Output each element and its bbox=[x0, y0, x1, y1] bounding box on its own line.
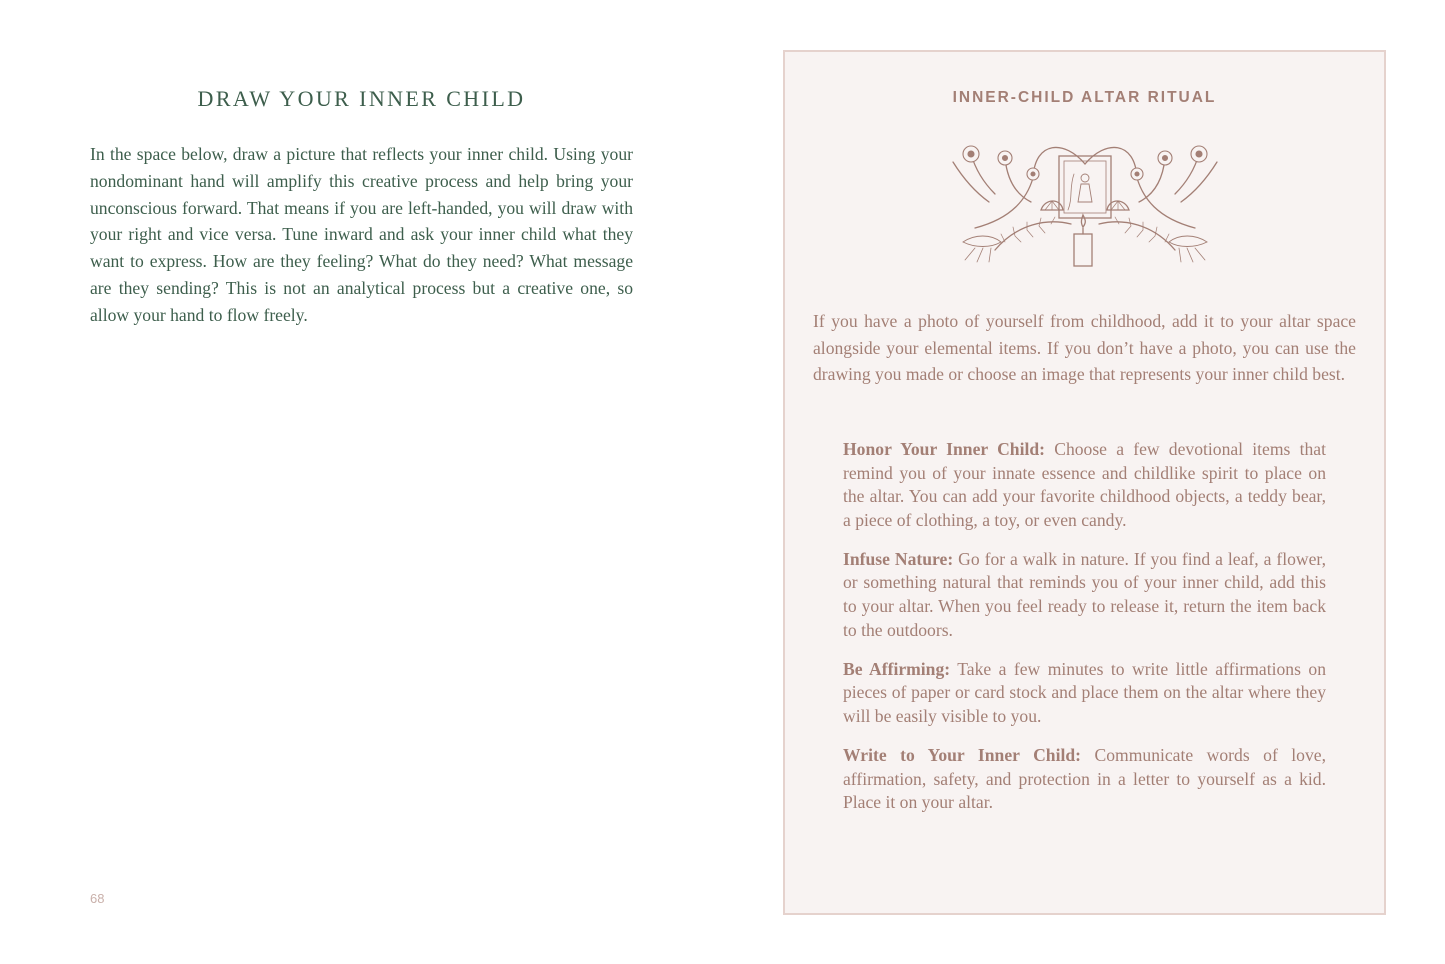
tip-honor-inner-child bbox=[843, 438, 1326, 532]
tip-write-to-inner-child bbox=[843, 744, 1326, 815]
tip-text: Choose a few devotional items that remind you of your innate essence and childlike spirit to place on the altar. You can add your favorite childhood objects, a teddy bear, a piece of clothing, a toy, or even candy. bbox=[843, 439, 1326, 530]
sidebar-title: INNER-CHILD ALTAR RITUAL bbox=[952, 89, 1217, 106]
page-number: 68 bbox=[90, 891, 105, 906]
instructions-paragraph: In the space below, draw a picture that reflects your inner child. Using your nondominant hand will amplify this creative process and help bring your unconscious forward. That means if you are left-handed, you will draw with your right and vice versa. Tune inward and ask your inner child what they want to express. How are they feeling? What do they need? What message are they sending? This is not an analytical process but a creative one, so allow your hand to flow freely. bbox=[90, 144, 633, 325]
tip-be-affirming bbox=[843, 658, 1326, 729]
altar-ritual-sidebar bbox=[783, 50, 1386, 915]
left-page bbox=[0, 0, 722, 964]
page-title: DRAW YOUR INNER CHILD bbox=[197, 86, 526, 111]
tip-heading: Infuse Nature: bbox=[843, 548, 954, 569]
tip-heading: Write to Your Inner Child: bbox=[843, 745, 1082, 766]
tip-text: Take a few minutes to write little affirmations on pieces of paper or card stock and place them on the altar where they will be easily visible to you. bbox=[843, 658, 1326, 726]
ritual-tips-list bbox=[843, 438, 1326, 830]
tip-infuse-nature bbox=[843, 548, 1326, 642]
altar-illustration-icon bbox=[935, 138, 1235, 272]
tip-text: Go for a walk in nature. If you find a leaf, a flower, or something natural that reminds you of your inner child, add this to your altar. When you feel ready to release it, return the item back to the outdoors. bbox=[843, 548, 1326, 640]
tip-text: Communicate words of love, affirmation, safety, and protection in a letter to yourself as a kid. Place it on your altar. bbox=[843, 745, 1326, 813]
sidebar-intro-paragraph: If you have a photo of yourself from childhood, add it to your altar space alongside your elemental items. If you don’t have a photo, you can use the drawing you made or choose an image that represents your inner child best. bbox=[813, 311, 1356, 385]
tip-heading: Be Affirming: bbox=[843, 658, 951, 679]
tip-heading: Honor Your Inner Child: bbox=[843, 439, 1045, 459]
